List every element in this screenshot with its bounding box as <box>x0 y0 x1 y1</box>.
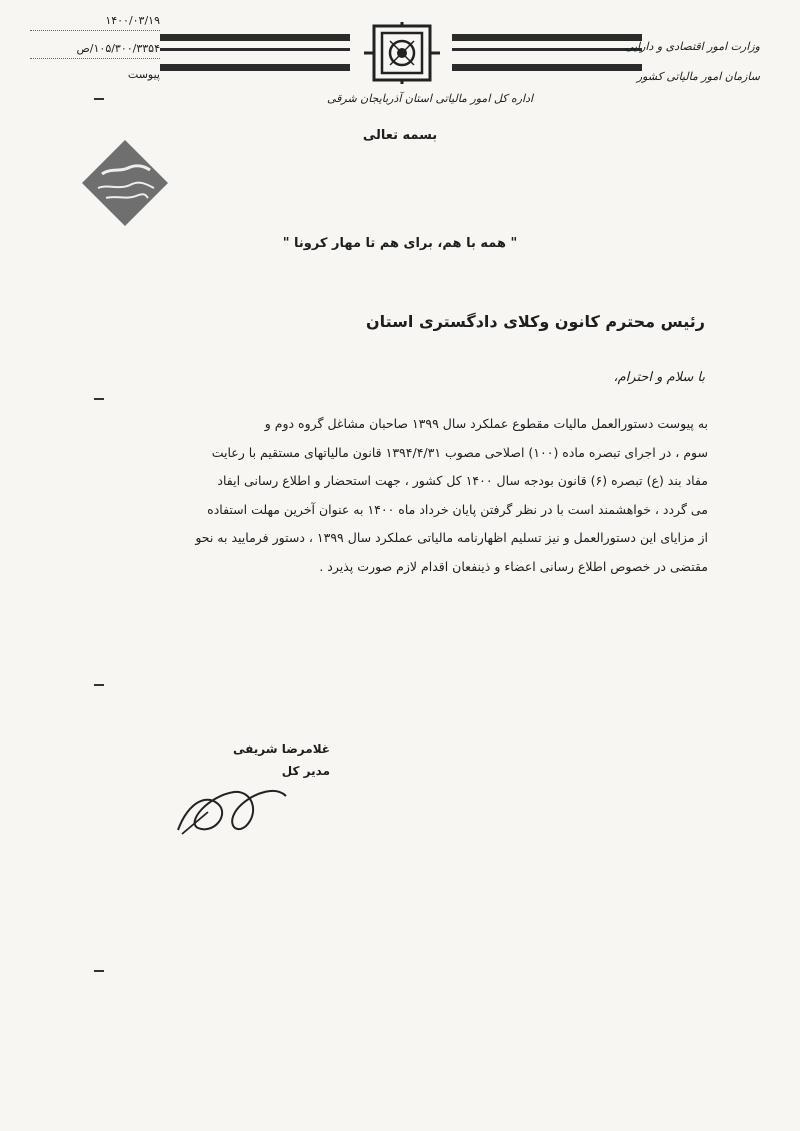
greeting: با سلام و احترام، <box>613 370 705 385</box>
organization-name: سازمان امور مالیاتی کشور <box>636 70 760 83</box>
slogan: " همه با هم، برای هم تا مهار کرونا " <box>282 236 518 251</box>
margin-tick <box>94 98 104 100</box>
letter-date: ۱۴۰۰/۰۳/۱۹ <box>105 14 160 27</box>
body-line: مقتضی در خصوص اطلاع رسانی اعضاء و ذینفعان اقدام لازم صورت پذیرد . <box>319 558 708 574</box>
date-dotted-line <box>30 30 160 31</box>
handwritten-signature <box>168 772 308 842</box>
header-band-left-bottom <box>160 64 350 71</box>
header-band-left <box>160 34 350 41</box>
letter-body <box>88 410 708 581</box>
body-line: به پیوست دستورالعمل مالیات مقطوع عملکرد سال ۱۳۹۹ صاحبان مشاغل گروه دوم و <box>264 416 708 431</box>
body-line: از مزایای این دستورالعمل و نیز تسلیم اظهارنامه مالیاتی عملکرد سال ۱۳۹۹ ، دستور فرمایید به نحو <box>195 530 708 545</box>
body-line: سوم ، در اجرای تبصره ماده (۱۰۰) اصلاحی مصوب ۱۳۹۴/۴/۳۱ قانون مالیاتهای مستقیم با رعایت <box>211 444 708 460</box>
letter-attachment: پیوست <box>127 68 160 81</box>
letter-number: ۱۰۵/۳۰۰/۳۳۵۴/ص <box>76 42 160 55</box>
signer-title: مدیر کل <box>281 764 330 778</box>
signer-name: غلامرضا شریفی <box>232 742 330 756</box>
body-line: می گردد ، خواهشمند است با در نظر گرفتن پایان خرداد ماه ۱۴۰۰ به عنوان آخرین مهلت استفاده <box>207 501 708 517</box>
margin-tick <box>94 398 104 400</box>
margin-tick <box>94 684 104 686</box>
header-band-left-lower <box>160 48 350 51</box>
ministry-name: وزارت امور اقتصادی و دارایی <box>624 40 760 53</box>
margin-tick <box>94 970 104 972</box>
slogan-stamp <box>80 138 170 228</box>
organization-emblem <box>360 22 444 84</box>
number-dotted-line <box>30 58 160 59</box>
recipient: رئیس محترم کانون وکلای دادگستری استان <box>366 312 705 331</box>
department-name: اداره کل امور مالیاتی استان آذربایجان شرقی <box>326 92 534 105</box>
body-line: مفاد بند (ع) تبصره (۶) قانون بودجه سال ۱۴۰۰ کل کشور ، جهت استحضار و اطلاع رسانی ایفاد <box>217 473 708 488</box>
basmala: بسمه تعالی <box>362 128 438 143</box>
